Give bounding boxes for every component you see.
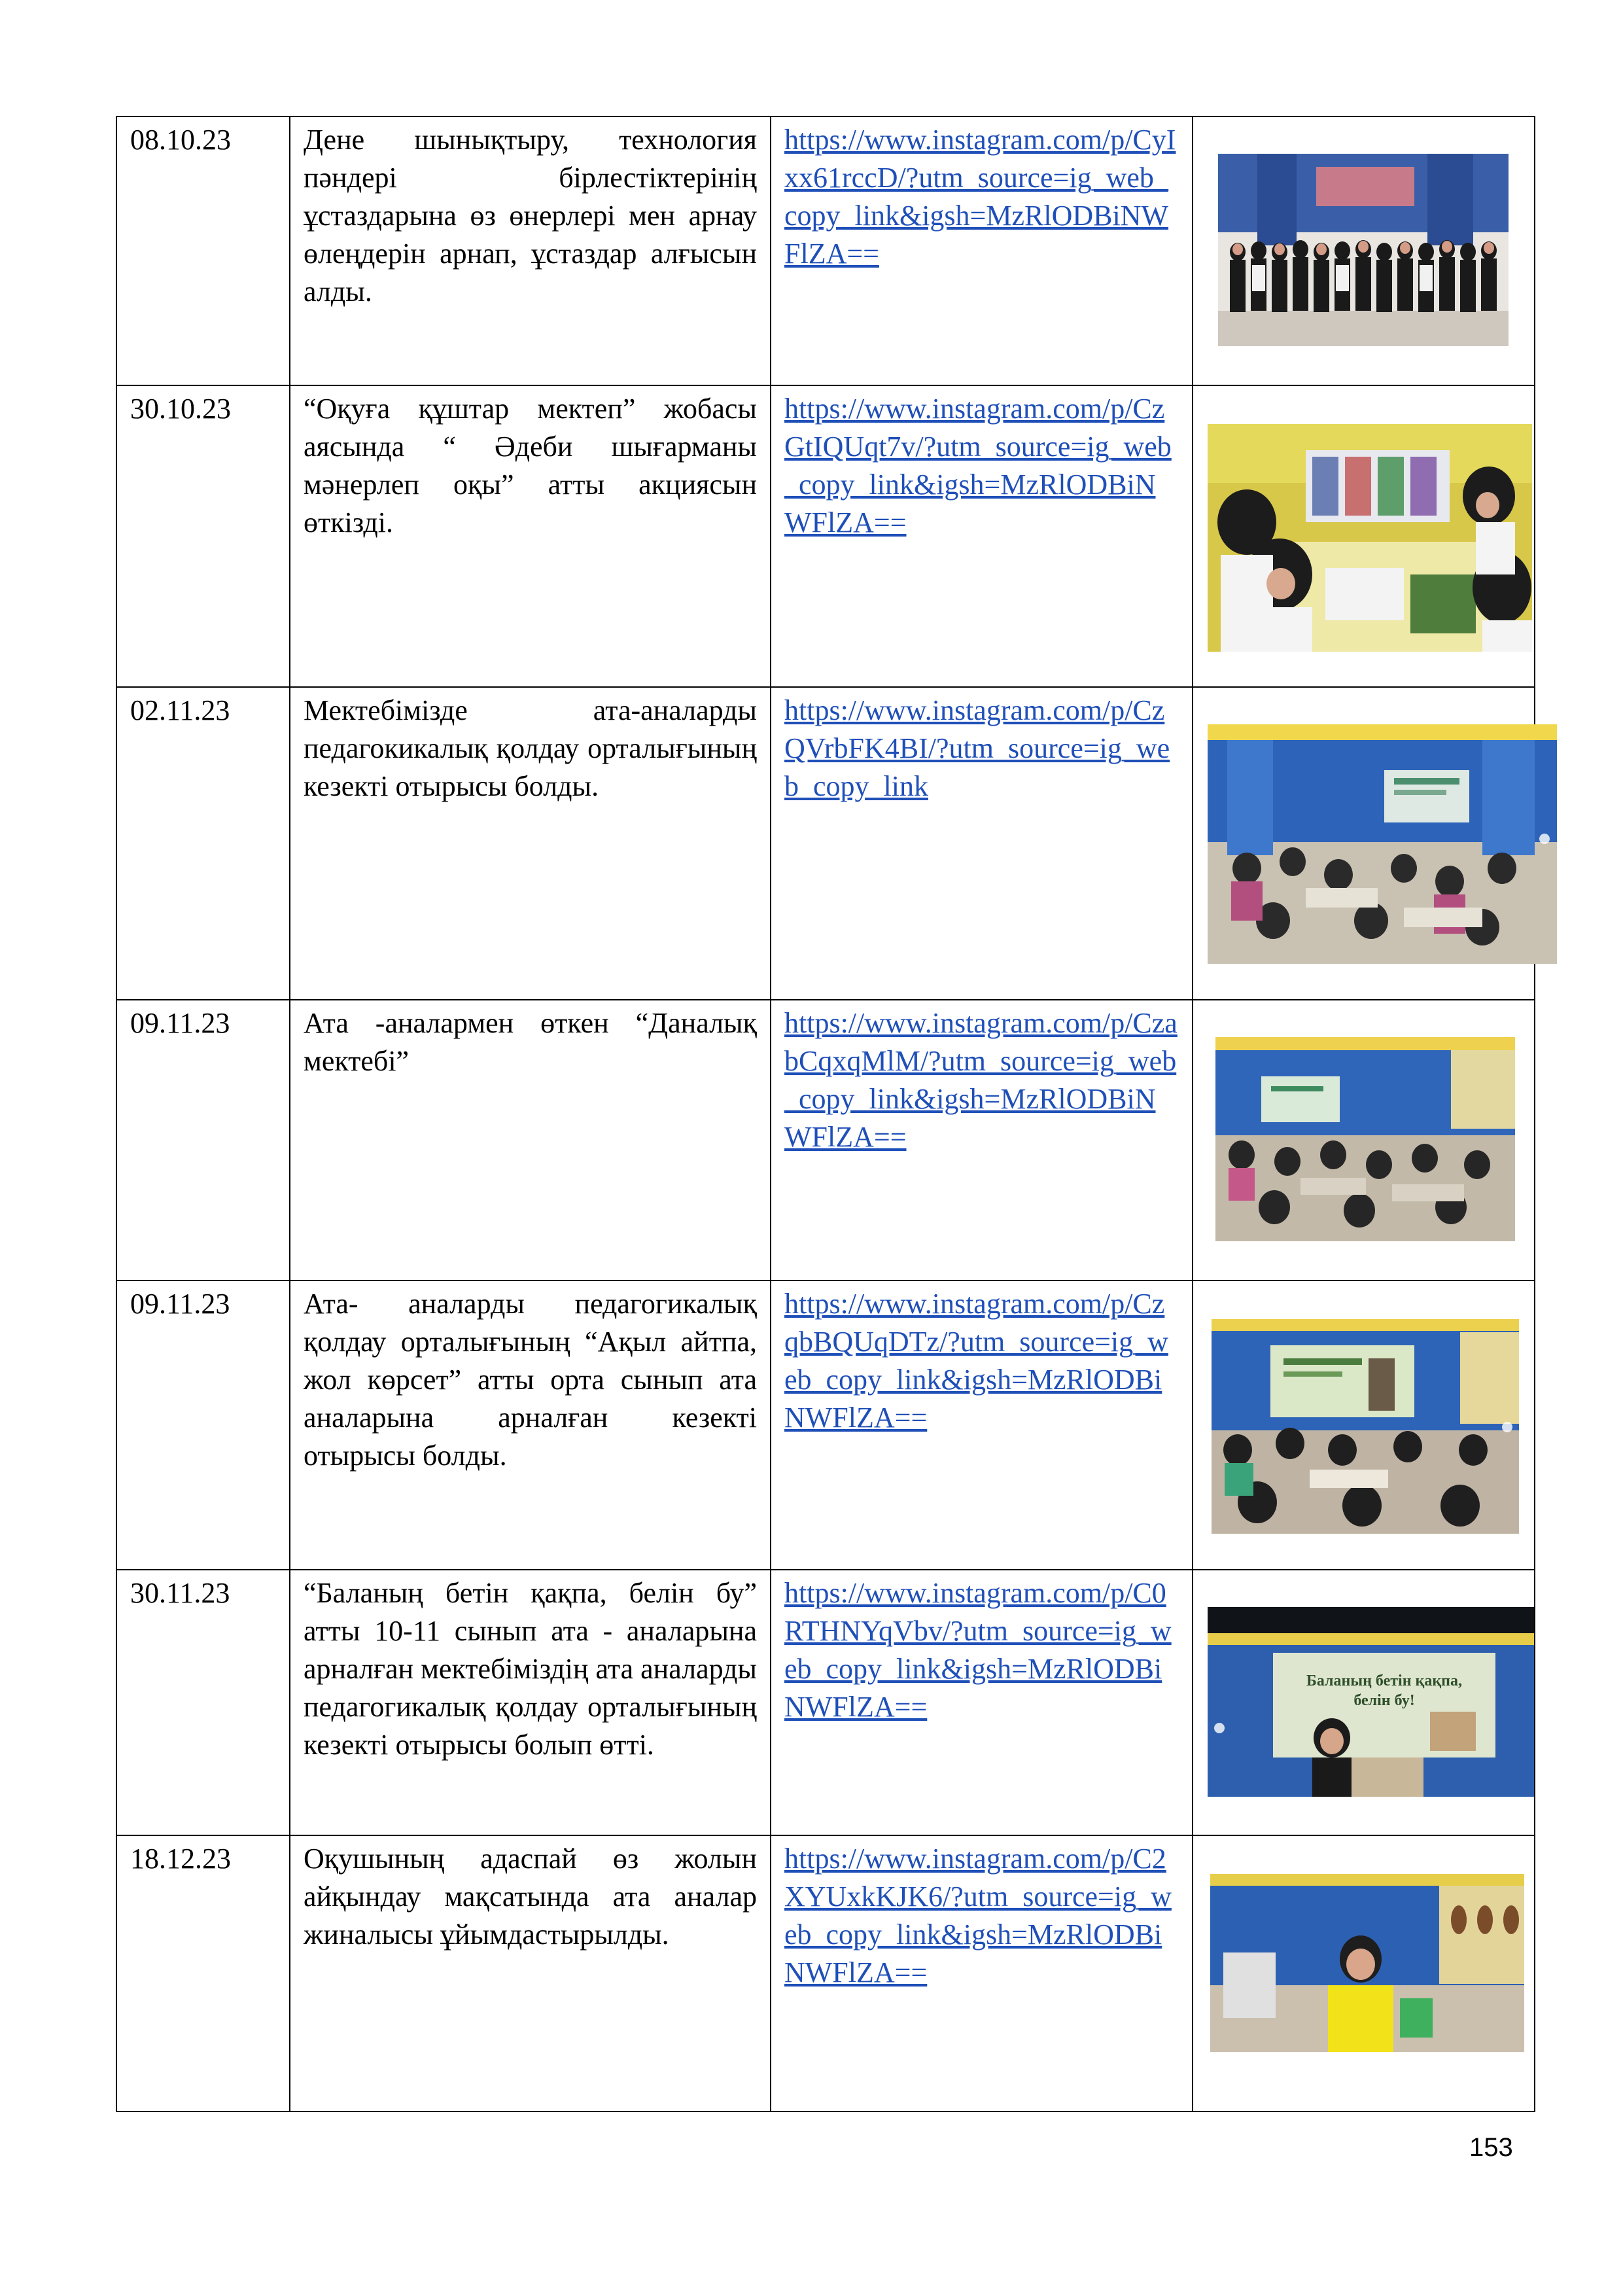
instagram-link[interactable]: https://www.instagram.com/p/CzGtIQUqt7v/?utm_source=ig_web_copy_link&igsh=MzRlODBiNWFlZA==	[784, 393, 1172, 539]
table-row	[116, 1280, 1535, 1570]
event-date: 30.10.23	[116, 385, 290, 687]
parents-session-photo	[1212, 1319, 1519, 1534]
event-date: 08.10.23	[116, 116, 290, 385]
instagram-link[interactable]: https://www.instagram.com/p/C0RTHNYqVbv/?utm_source=ig_web_copy_link&igsh=MzRlODBiNWFlZA==	[784, 1577, 1172, 1723]
event-link-cell	[771, 1000, 1193, 1280]
event-link-cell	[771, 1570, 1193, 1835]
page-number: 153	[1469, 2133, 1513, 2162]
table-row	[116, 1000, 1535, 1280]
slide-title-line1: Баланың бетін қақпа,	[1306, 1672, 1463, 1689]
speaker-yellow-photo	[1210, 1874, 1524, 2052]
event-photo-cell	[1193, 385, 1535, 687]
event-link-cell	[771, 687, 1193, 1000]
event-date: 30.11.23	[116, 1570, 290, 1835]
table-row	[116, 385, 1535, 687]
event-photo-cell	[1193, 1000, 1535, 1280]
instagram-link[interactable]: https://www.instagram.com/p/CzQVrbFK4BI/?utm_source=ig_web_copy_link	[784, 694, 1170, 802]
event-description: Дене шынықтыру, технология пәндері бірлестіктерінің ұстаздарына өз өнерлері мен арнау өлеңдерін арнап, ұстаздар алғысын алды.	[290, 116, 771, 385]
table-row	[116, 687, 1535, 1000]
event-photo-cell	[1193, 116, 1535, 385]
instagram-link[interactable]: https://www.instagram.com/p/CzabCqxqMlM/?utm_source=ig_web_copy_link&igsh=MzRlODBiNWFlZA==	[784, 1007, 1178, 1153]
instagram-link[interactable]: https://www.instagram.com/p/CzqbBQUqDTz/?utm_source=ig_web_copy_link&igsh=MzRlODBiNWFlZA==	[784, 1288, 1168, 1434]
children-reading-photo	[1208, 424, 1532, 652]
parents-meeting-photo	[1208, 724, 1557, 964]
event-link-cell	[771, 385, 1193, 687]
event-date: 09.11.23	[116, 1280, 290, 1570]
event-link-cell	[771, 1280, 1193, 1570]
event-description: “Оқуға құштар мектеп” жобасы аясында “ Әдеби шығарманы мәнерлеп оқы” атты акциясын өткізді.	[290, 385, 771, 687]
event-link-cell	[771, 1835, 1193, 2111]
group-photo	[1218, 154, 1509, 346]
event-description: Мектебімізде ата-аналарды педагокикалық қолдау орталығының кезекті отырысы болды.	[290, 687, 771, 1000]
table-row	[116, 116, 1535, 385]
event-date: 02.11.23	[116, 687, 290, 1000]
event-photo-cell	[1193, 1280, 1535, 1570]
event-photo-cell	[1193, 687, 1535, 1000]
table-row	[116, 1835, 1535, 2111]
instagram-link[interactable]: https://www.instagram.com/p/CyIxx61rccD/?utm_source=ig_web_copy_link&igsh=MzRlODBiNWFlZA==	[784, 124, 1176, 270]
event-description: Ата- аналарды педагогикалық қолдау орталығының “Ақыл айтпа, жол көрсет” атты орта сынып ата аналарына арналған кезекті отырысы болды.	[290, 1280, 771, 1570]
event-description: Ата -аналармен өткен “Даналық мектебі”	[290, 1000, 771, 1280]
slide-title-line2: белін бу!	[1353, 1692, 1415, 1709]
speaker-podium-photo	[1208, 1607, 1535, 1797]
wisdom-school-photo	[1215, 1037, 1515, 1241]
event-date: 09.11.23	[116, 1000, 290, 1280]
event-date: 18.12.23	[116, 1835, 290, 2111]
event-link-cell	[771, 116, 1193, 385]
table-row	[116, 1570, 1535, 1835]
event-photo-cell	[1193, 1570, 1535, 1835]
instagram-link[interactable]: https://www.instagram.com/p/C2XYUxkKJK6/?utm_source=ig_web_copy_link&igsh=MzRlODBiNWFlZA==	[784, 1843, 1172, 1988]
event-description: Оқушының адаспай өз жолын айқындау мақсатында ата аналар жиналысы ұйымдастырылды.	[290, 1835, 771, 2111]
events-table	[116, 116, 1535, 2112]
event-photo-cell	[1193, 1835, 1535, 2111]
event-description: “Баланың бетін қақпа, белін бу” атты 10-11 сынып ата - аналарына арналған мектебіміздің ата аналарды педагогикалық қолдау орталығының кезекті отырысы болып өтті.	[290, 1570, 771, 1835]
